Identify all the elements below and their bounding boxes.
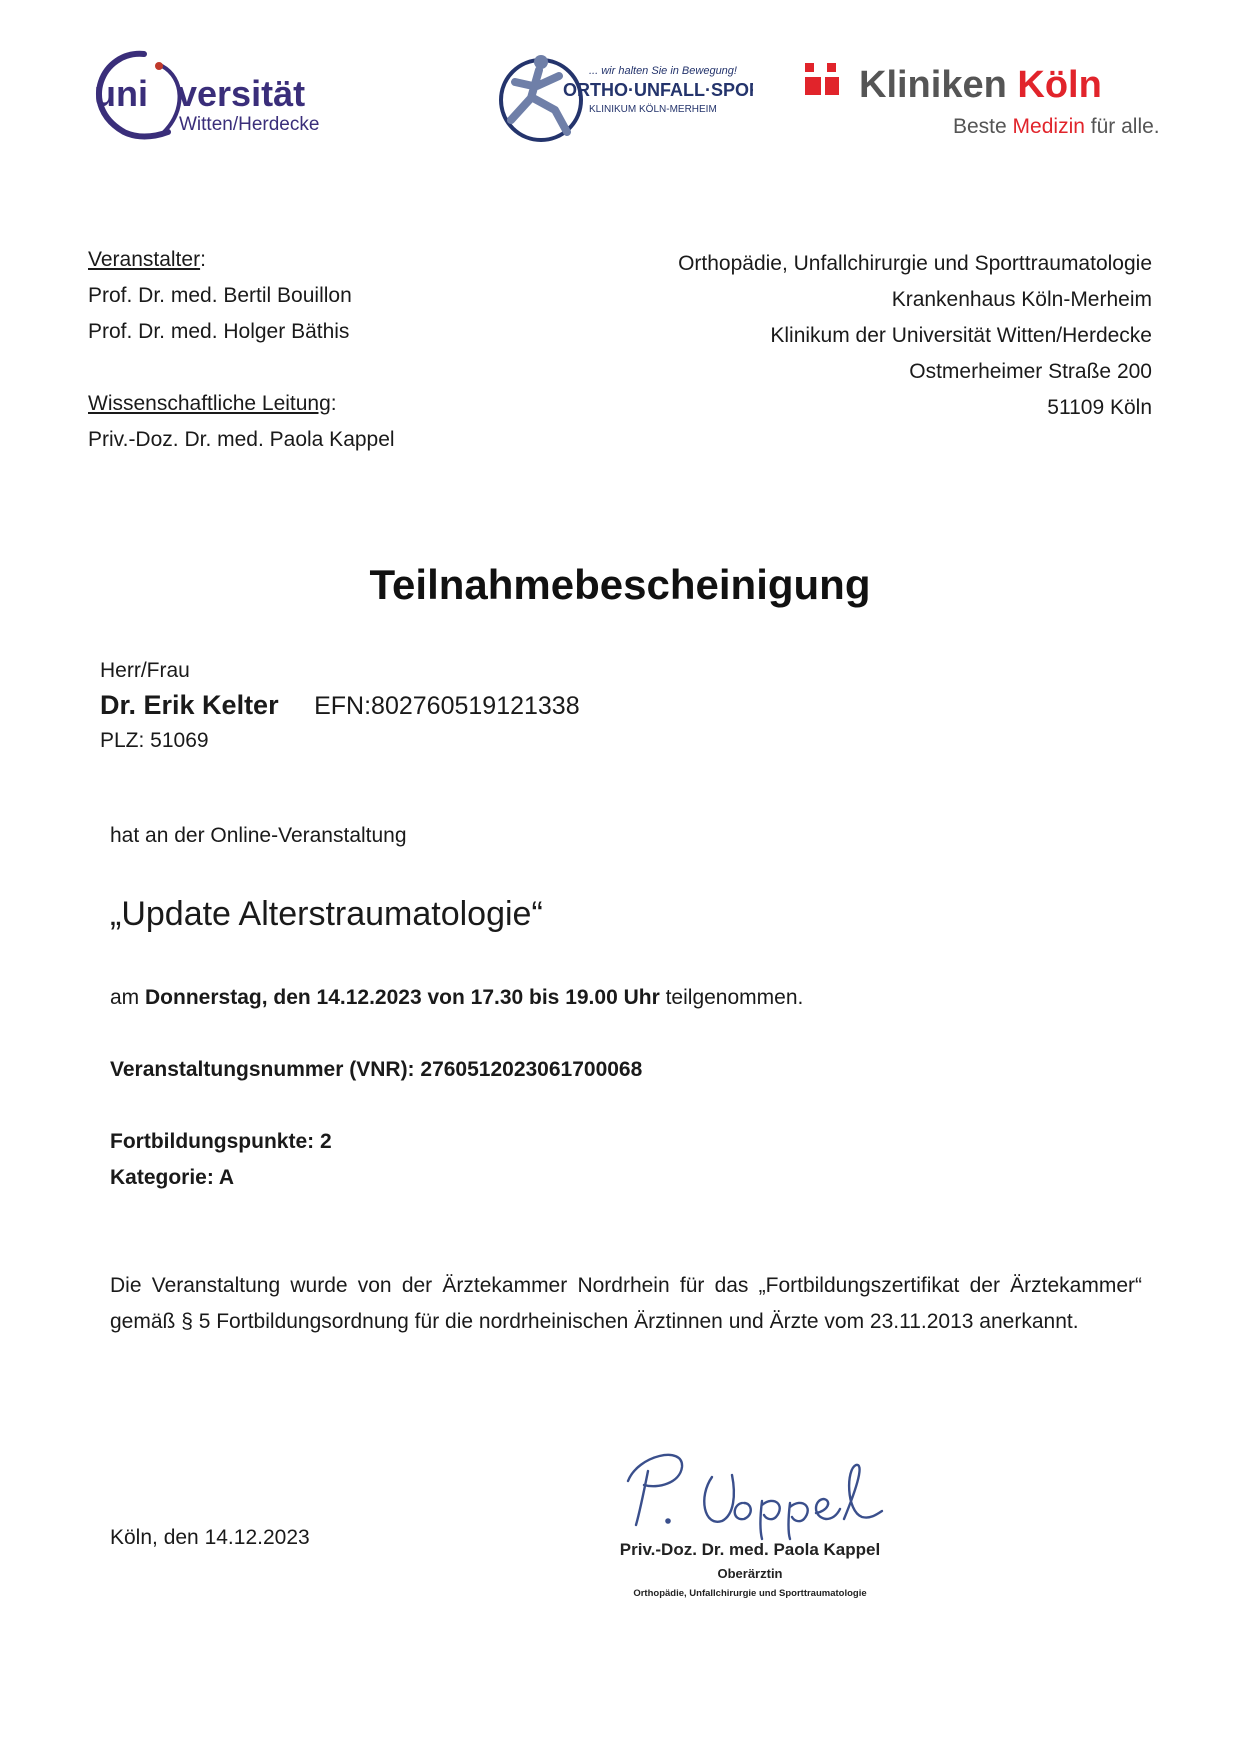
handwritten-signature [600,1425,900,1545]
uwh-logo-text-uni: uni [94,73,148,114]
recognition-paragraph: Die Veranstaltung wurde von der Ärztekammer Nordrhein für das „Fortbildungszertifikat der Ärztekammer“ gemäß § 5 Fortbildungsordnung für die nordrheinischen Ärztinnen und Ärzte vom 23.11.2013 anerkannt. [110,1274,1142,1333]
institution-line: 51109 Köln [1047,396,1152,419]
event-date: Donnerstag, den 14.12.2023 von 17.30 bis 19.00 Uhr [145,986,660,1009]
organizer-name: Prof. Dr. med. Holger Bäthis [88,320,350,343]
institution-line: Orthopädie, Unfallchirurgie und Sporttraumatologie [678,252,1152,275]
cme-category: Kategorie: A [110,1166,235,1189]
event-date-line: am Donnerstag, den 14.12.2023 von 17.30 bis 19.00 Uhr teilgenommen. [110,986,804,1009]
organizer-label-line: Veranstalter: [88,248,206,271]
organizer-label: Veranstalter [88,248,201,271]
uwh-logo-subtitle: Witten/Herdecke [179,114,320,135]
participation-intro: hat an der Online-Veranstaltung [110,824,407,847]
recipient-block [100,657,580,756]
signatory-role: Oberärztin [717,1566,783,1581]
ortho-logo-mark [493,46,753,146]
document-title: Teilnahmebescheinigung [369,561,871,608]
ortho-logo-tagline: ... wir halten Sie in Bewegung! [589,65,737,77]
institution-address [512,246,1152,426]
recipient-name-row [100,685,580,726]
uwh-logo-text-versitaet: versität [177,73,306,114]
organizer-block [88,242,395,458]
logo-kliniken-koeln [805,55,1175,150]
event-title: „Update Alterstraumatologie“ [110,895,543,933]
recipient-salutation: Herr/Frau [100,659,190,682]
recipient-efn: EFN:802760519121338 [314,692,580,720]
cme-points: Fortbildungspunkte: 2 [110,1130,332,1153]
kk-logo-slogan: Beste Medizin für alle. [953,115,1160,138]
logo-ortho-unfall-sport [493,46,753,146]
recipient-name: Dr. Erik Kelter [100,690,279,720]
event-vnr: Veranstaltungsnummer (VNR): 2760512023061700068 [110,1058,643,1081]
place-date: Köln, den 14.12.2023 [110,1526,310,1549]
uwh-logo-mark [84,48,344,148]
kk-logo-mark [805,55,1175,150]
institution-line: Ostmerheimer Straße 200 [909,360,1152,383]
institution-line: Krankenhaus Köln-Merheim [891,288,1152,311]
institution-line: Klinikum der Universität Witten/Herdecke [770,324,1152,347]
organizer-name: Prof. Dr. med. Bertil Bouillon [88,284,352,307]
kk-logo-name: Kliniken Köln [859,64,1102,106]
ortho-logo-subtitle: KLINIKUM KÖLN-MERHEIM [589,104,717,115]
signatory-department: Orthopädie, Unfallchirurgie und Sporttraumatologie [633,1588,867,1599]
scientific-lead-name: Priv.-Doz. Dr. med. Paola Kappel [88,428,395,451]
recipient-plz: PLZ: 51069 [100,729,209,752]
scientific-lead-label: Wissenschaftliche Leitung [88,392,331,415]
scientific-lead-label-line: Wissenschaftliche Leitung: [88,392,337,415]
signatory-name: Priv.-Doz. Dr. med. Paola Kappel [619,1540,881,1559]
ortho-logo-name: ORTHO·UNFALL·SPORT [563,80,753,100]
logo-universitaet-witten-herdecke [84,48,344,148]
